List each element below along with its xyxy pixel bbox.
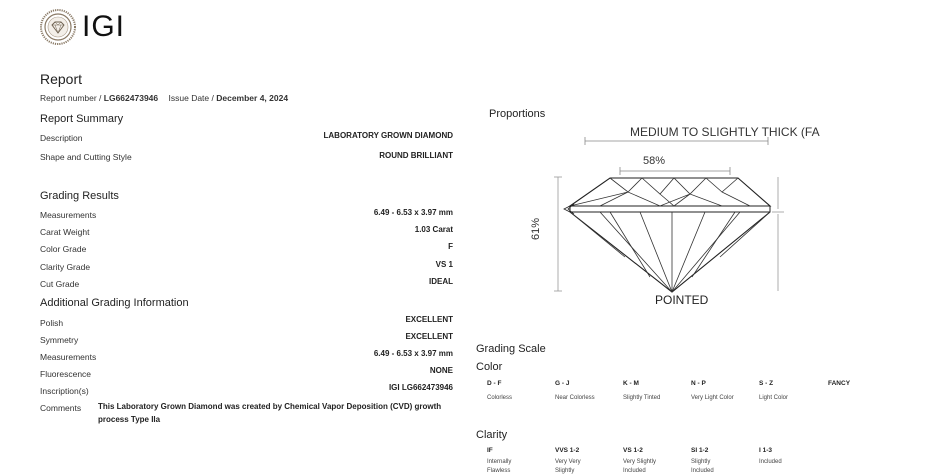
clarity-scale-desc: Internally [487, 459, 512, 465]
color-scale-title: Color [476, 361, 503, 373]
report-meta [40, 93, 288, 103]
report-title: Report [40, 71, 83, 87]
clarity-scale-desc: Flawless [487, 468, 511, 474]
summary-label: Shape and Cutting Style [40, 152, 132, 162]
clarity-scale-desc: Very Slightly [623, 459, 657, 465]
clarity-scale-desc: Slightly [555, 468, 575, 474]
summary-value: ROUND BRILLIANT [379, 151, 453, 160]
clarity-scale-desc: Slightly [691, 459, 711, 465]
grading-value: 1.03 Carat [414, 225, 453, 234]
additional-title: Additional Grading Information [40, 297, 189, 309]
girdle-label: MEDIUM TO SLIGHTLY THICK (FA [630, 125, 820, 139]
clarity-scale-code: VS 1-2 [623, 447, 643, 454]
additional-label: Polish [40, 318, 64, 328]
additional-value: IGI LG662473946 [388, 383, 453, 392]
color-scale-desc: Very Light Color [691, 395, 734, 401]
color-scale-code: K - M [623, 380, 639, 387]
clarity-scale-code: IF [487, 447, 493, 454]
comments-label: Comments [40, 403, 82, 413]
proportions-title: Proportions [489, 108, 546, 120]
grading-scale-title: Grading Scale [476, 343, 546, 355]
color-scale-desc: Near Colorless [555, 395, 595, 401]
color-scale-code: FANCY [828, 380, 851, 387]
igi-seal-icon [40, 9, 76, 45]
grading-value: VS 1 [435, 260, 453, 269]
additional-label: Symmetry [40, 335, 79, 345]
clarity-scale-title: Clarity [476, 429, 508, 441]
grading-value: IDEAL [429, 277, 453, 286]
report-number-label: Report number / [40, 93, 104, 103]
summary-title: Report Summary [40, 113, 124, 125]
color-scale-code: G - J [555, 380, 570, 387]
clarity-scale-code: SI 1-2 [691, 447, 709, 454]
grading-value: F [448, 242, 453, 251]
additional-value: EXCELLENT [405, 332, 453, 341]
igi-logo [40, 9, 125, 45]
additional-value: EXCELLENT [405, 315, 453, 324]
summary-value: LABORATORY GROWN DIAMOND [323, 131, 453, 140]
grading-label: Color Grade [40, 244, 87, 254]
additional-value: NONE [429, 366, 453, 375]
culet-label: POINTED [655, 293, 709, 307]
brand-name: IGI [82, 10, 126, 43]
clarity-scale-code: VVS 1-2 [555, 447, 580, 454]
issue-date: December 4, 2024 [216, 93, 289, 103]
diamond-profile-diagram [540, 132, 800, 302]
color-scale-desc: Slightly Tinted [623, 395, 661, 401]
color-scale-code: N - P [691, 380, 706, 387]
comments-text: This Laboratory Grown Diamond was created by Chemical Vapor Deposition (CVD) growth process Type IIa [98, 402, 442, 424]
depth-percent: 61% [530, 217, 542, 240]
color-scale-desc: Colorless [487, 395, 513, 401]
color-scale-code: D - F [487, 380, 502, 387]
grading-label: Carat Weight [40, 227, 90, 237]
clarity-scale-desc: Included [759, 459, 782, 465]
clarity-scale-desc: Very Very [555, 459, 581, 465]
grading-title: Grading Results [40, 190, 119, 202]
additional-label: Measurements [40, 352, 97, 362]
grading-label: Cut Grade [40, 279, 80, 289]
color-scale-desc: Light Color [759, 395, 789, 401]
additional-label: Inscription(s) [40, 386, 89, 396]
grading-label: Clarity Grade [40, 262, 91, 272]
clarity-scale-desc: Included [691, 468, 714, 474]
additional-value: 6.49 - 6.53 x 3.97 mm [373, 349, 453, 358]
clarity-scale-desc: Included [623, 468, 646, 474]
report-number: LG662473946 [103, 93, 159, 103]
table-percent: 58% [643, 155, 666, 167]
color-scale-code: S - Z [759, 380, 774, 387]
clarity-scale-code: I 1-3 [759, 447, 773, 454]
summary-label: Description [40, 133, 83, 143]
additional-label: Fluorescence [40, 369, 92, 379]
grading-label: Measurements [40, 210, 97, 220]
grading-value: 6.49 - 6.53 x 3.97 mm [373, 208, 453, 217]
issue-date-label: Issue Date / [168, 93, 217, 103]
